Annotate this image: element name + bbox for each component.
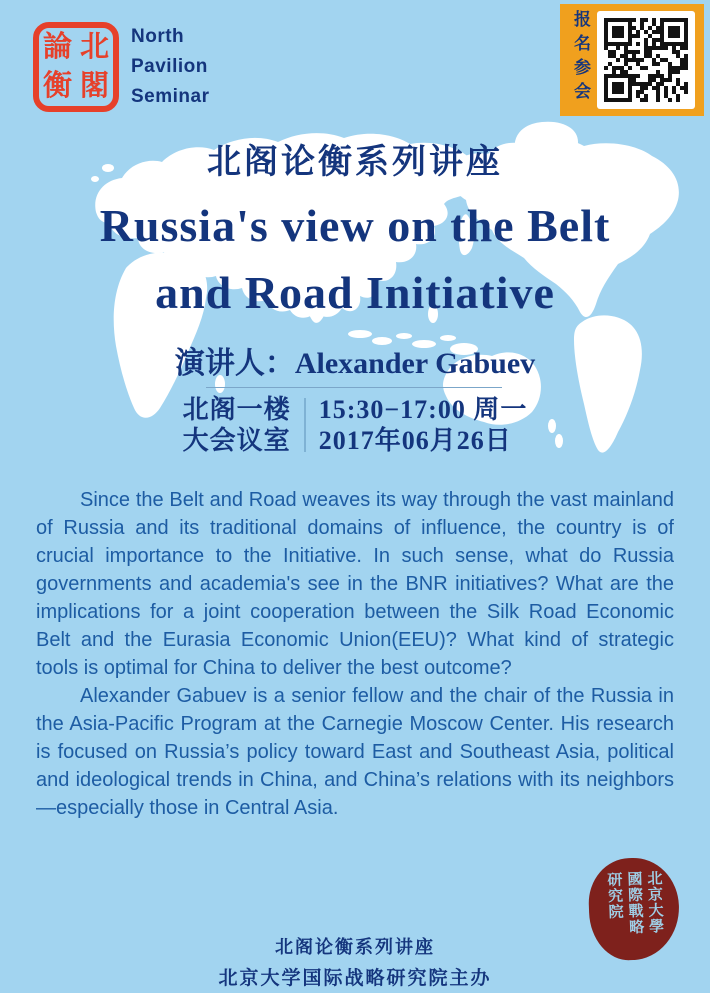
signup-banner — [560, 4, 704, 116]
venue-line-1: 北阁一楼 — [182, 395, 291, 424]
seal-character: 北 — [79, 31, 109, 63]
venue-block — [183, 394, 291, 456]
main-title — [0, 192, 710, 326]
body-text — [36, 486, 674, 822]
body-paragraph-1: Since the Belt and Road weaves its way through the vast mainland of Russia and its traditional domains of influence, the country is of crucial importance to the Initiative. In such sense, what do Russia governments and academia's see in the BNR initiatives? What are the implications for a joint cooperation between the Silk Road Economic Belt and the Eurasia Economic Union(EEU)? What kind of strategic tools is optimal for China to deliver the best outcome? — [36, 489, 674, 679]
stamp-column: 研究院 — [605, 871, 623, 920]
event-info — [0, 394, 710, 456]
stamp-column: 國際戰略 — [625, 870, 644, 936]
speaker-line — [0, 338, 710, 382]
main-title-line-1: Russia's view on the Belt — [99, 200, 611, 251]
speaker-name: Alexander Gabuev — [294, 347, 536, 380]
series-title: 北阁论衡系列讲座 — [207, 144, 503, 181]
venue-line-2: 大会议室 — [182, 426, 291, 455]
body-paragraph-2: Alexander Gabuev is a senior fellow and the chair of the Russia in the Asia-Pacific Program at the Carnegie Moscow Center. His research is focused on Russia’s policy toward East and Southeast Asia, political and ideological trends in China, and China’s relations with its neighbors—especially those in Central Asia. — [36, 685, 674, 819]
footer-series-line: 北阁论衡系列讲座 — [275, 937, 435, 957]
info-divider — [304, 398, 306, 452]
north-pavilion-seal — [33, 22, 119, 112]
logo-name-line: North — [131, 26, 185, 47]
footer-host-line: 北京大学国际战略研究院主办 — [218, 968, 492, 989]
qr-code — [597, 11, 695, 109]
date-line: 2017年06月26日 — [318, 426, 512, 455]
logo-name-line: Pavilion — [131, 56, 208, 77]
speaker-label: 演讲人： — [174, 347, 295, 380]
seal-character: 閣 — [79, 70, 109, 102]
logo-name-line: Seminar — [131, 86, 210, 107]
stamp-column: 北京大學 — [645, 870, 664, 935]
footer — [0, 933, 710, 990]
speaker-underline — [206, 387, 502, 388]
time-line: 15:30−17:00 周一 — [318, 395, 528, 424]
signup-label: 报名参会 — [571, 10, 590, 106]
main-title-line-2: and Road Initiative — [155, 267, 555, 318]
time-block — [319, 394, 528, 456]
seal-character: 衡 — [42, 70, 72, 102]
seal-character: 論 — [42, 31, 72, 63]
organization-name — [131, 22, 209, 112]
